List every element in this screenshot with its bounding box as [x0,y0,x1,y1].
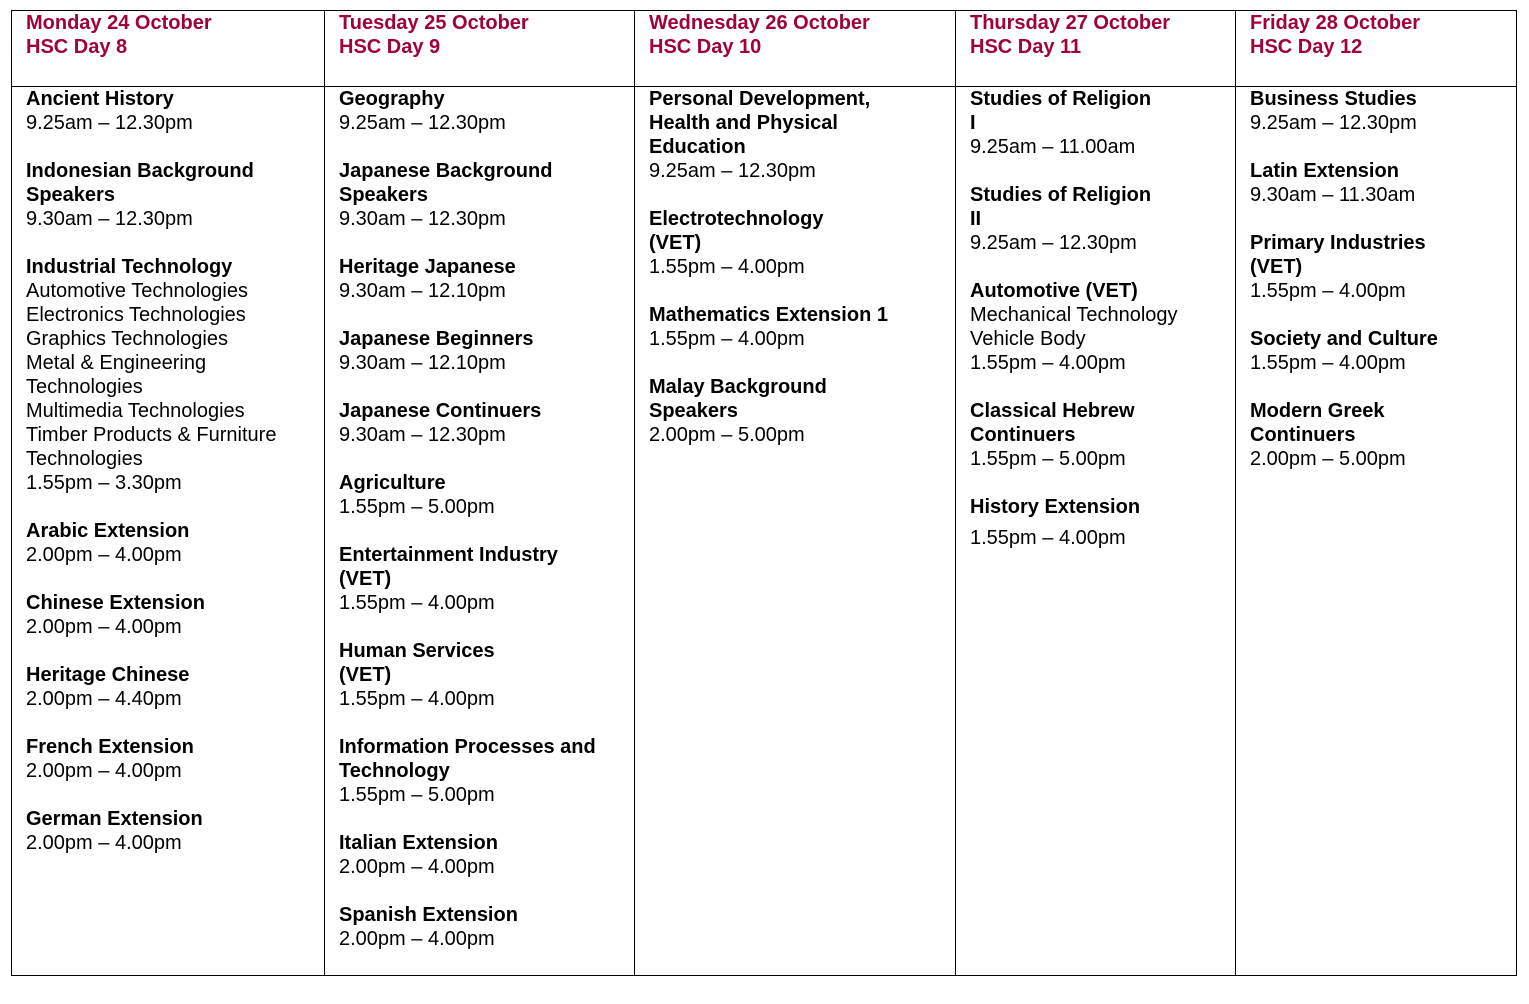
hsc-day: HSC Day 12 [1250,36,1363,58]
day-date: Wednesday 26 October [649,12,870,34]
exam-subject: Geography [339,88,445,110]
exam-entry [26,87,316,135]
exam-subject: Heritage Chinese [26,664,190,686]
exam-entry [339,399,626,447]
exam-subject: Chinese Extension [26,592,205,614]
exam-time: 9.30am – 12.30pm [339,208,506,230]
exam-entry [970,279,1227,375]
exam-subject: Indonesian Background Speakers [26,160,254,206]
exam-entry [649,207,947,279]
exam-entry [1250,87,1508,135]
exam-subcourse: Electronics Technologies [26,304,246,326]
exam-subcourse: Vehicle Body [970,328,1086,350]
exam-entry [970,87,1227,159]
exam-time: 9.25am – 11.00am [970,136,1136,158]
exam-time: 2.00pm – 4.00pm [26,832,182,854]
exam-entry [1250,231,1508,303]
exam-subject: Studies of Religion I [970,88,1152,134]
exam-entry [970,495,1227,550]
day-header-friday [1236,11,1517,87]
exam-entry [339,639,626,711]
exam-entry [339,255,626,303]
exam-subject: Automotive (VET) [970,280,1138,302]
exam-subject: German Extension [26,808,203,830]
timetable-header-row [12,11,1517,87]
exam-subcourse: Graphics Technologies [26,328,228,350]
exam-time: 9.25am – 12.30pm [970,232,1137,254]
day-header-tuesday [325,11,635,87]
exam-subject: Human Services (VET) [339,640,495,686]
exam-subject: Latin Extension [1250,160,1399,182]
exam-entry [26,159,316,231]
exam-subject: Industrial Technology [26,256,233,278]
exam-time: 1.55pm – 3.30pm [26,472,182,494]
exam-time: 1.55pm – 4.00pm [970,352,1126,374]
exam-subject: Malay Background Speakers [649,376,827,422]
day-header-monday [12,11,325,87]
day-date: Thursday 27 October [970,12,1171,34]
exam-entry [1250,327,1508,375]
exam-time: 9.30am – 12.30pm [339,424,506,446]
hsc-day: HSC Day 11 [970,36,1082,58]
exam-entry [26,519,316,567]
exam-time: 2.00pm – 4.40pm [26,688,182,710]
day-date: Tuesday 25 October [339,12,529,34]
exams-thursday [956,87,1236,976]
exam-subject: Japanese Background Speakers [339,160,553,206]
exam-time: 1.55pm – 5.00pm [339,496,495,518]
exam-subject: Electrotechnology (VET) [649,208,824,254]
exam-subject: Information Processes and Technology [339,736,596,782]
exams-monday [12,87,325,976]
exam-subject: Modern Greek Continuers [1250,400,1385,446]
exam-entry [26,735,316,783]
exam-time: 1.55pm – 5.00pm [970,448,1126,470]
exam-time: 2.00pm – 5.00pm [1250,448,1406,470]
exam-subject: Heritage Japanese [339,256,516,278]
exam-timetable [11,10,1517,976]
hsc-day: HSC Day 9 [339,36,441,58]
exam-subject: French Extension [26,736,194,758]
exam-time: 9.30am – 12.30pm [26,208,193,230]
exams-tuesday [325,87,635,976]
exam-entry [649,375,947,447]
exam-time: 1.55pm – 4.00pm [1250,280,1406,302]
exam-entry [1250,159,1508,207]
exam-entry [26,807,316,855]
exam-time: 9.25am – 12.30pm [649,160,816,182]
exam-time: 1.55pm – 4.00pm [970,527,1126,549]
exam-subject: Italian Extension [339,832,498,854]
exam-entry [26,255,316,495]
exam-time: 2.00pm – 4.00pm [339,856,495,878]
day-header-thursday [956,11,1236,87]
exam-entry [26,663,316,711]
exam-time: 2.00pm – 5.00pm [649,424,805,446]
exam-subject: Primary Industries (VET) [1250,232,1426,278]
exam-subject: Japanese Beginners [339,328,534,350]
exam-subject: Personal Development, Health and Physical Education [649,88,871,158]
exam-subcourse: Mechanical Technology [970,304,1178,326]
exam-time: 9.30am – 11.30am [1250,184,1416,206]
exam-entry [339,159,626,231]
exam-time: 1.55pm – 4.00pm [339,592,495,614]
exam-time: 1.55pm – 4.00pm [649,328,805,350]
exam-time: 9.25am – 12.30pm [339,112,506,134]
exam-entry [26,591,316,639]
exam-subject: Entertainment Industry (VET) [339,544,558,590]
hsc-day: HSC Day 10 [649,36,762,58]
exam-entry [339,543,626,615]
exam-time: 2.00pm – 4.00pm [26,760,182,782]
exam-time: 9.30am – 12.10pm [339,352,506,374]
exam-subject: Agriculture [339,472,446,494]
exam-subject: History Extension [970,496,1141,518]
exam-time: 9.25am – 12.30pm [26,112,193,134]
day-header-wednesday [635,11,956,87]
hsc-day: HSC Day 8 [26,36,128,58]
exam-entry [970,399,1227,471]
exam-entry [339,471,626,519]
exam-time: 1.55pm – 4.00pm [649,256,805,278]
day-date: Monday 24 October [26,12,212,34]
exam-time: 1.55pm – 4.00pm [339,688,495,710]
exam-subject: Spanish Extension [339,904,518,926]
exam-subcourse: Multimedia Technologies [26,400,245,422]
exam-subject: Mathematics Extension 1 [649,304,888,326]
exam-time: 2.00pm – 4.00pm [26,616,182,638]
exam-entry [649,303,947,351]
exam-entry [339,87,626,135]
exam-entry [339,831,626,879]
exam-entry [1250,399,1508,471]
exam-entry [339,903,626,951]
exam-subcourse: Automotive Technologies [26,280,248,302]
exam-subject: Studies of Religion II [970,184,1152,230]
day-date: Friday 28 October [1250,12,1421,34]
exam-entry [970,183,1227,255]
exam-time: 1.55pm – 4.00pm [1250,352,1406,374]
exams-friday [1236,87,1517,976]
exam-subject: Society and Culture [1250,328,1438,350]
exam-entry [649,87,947,183]
exam-subject: Ancient History [26,88,174,110]
exam-subject: Japanese Continuers [339,400,542,422]
exam-subject: Classical Hebrew Continuers [970,400,1135,446]
exam-time: 9.30am – 12.10pm [339,280,506,302]
exam-time: 2.00pm – 4.00pm [339,928,495,950]
exam-entry [339,735,626,807]
timetable-body-row [12,87,1517,976]
exam-time: 9.25am – 12.30pm [1250,112,1417,134]
exam-subject: Arabic Extension [26,520,190,542]
exam-subcourse: Timber Products & Furniture Technologies [26,424,277,470]
exams-wednesday [635,87,956,976]
exam-time: 1.55pm – 5.00pm [339,784,495,806]
exam-subject: Business Studies [1250,88,1417,110]
exam-subcourse: Metal & Engineering Technologies [26,352,207,398]
exam-time: 2.00pm – 4.00pm [26,544,182,566]
exam-entry [339,327,626,375]
